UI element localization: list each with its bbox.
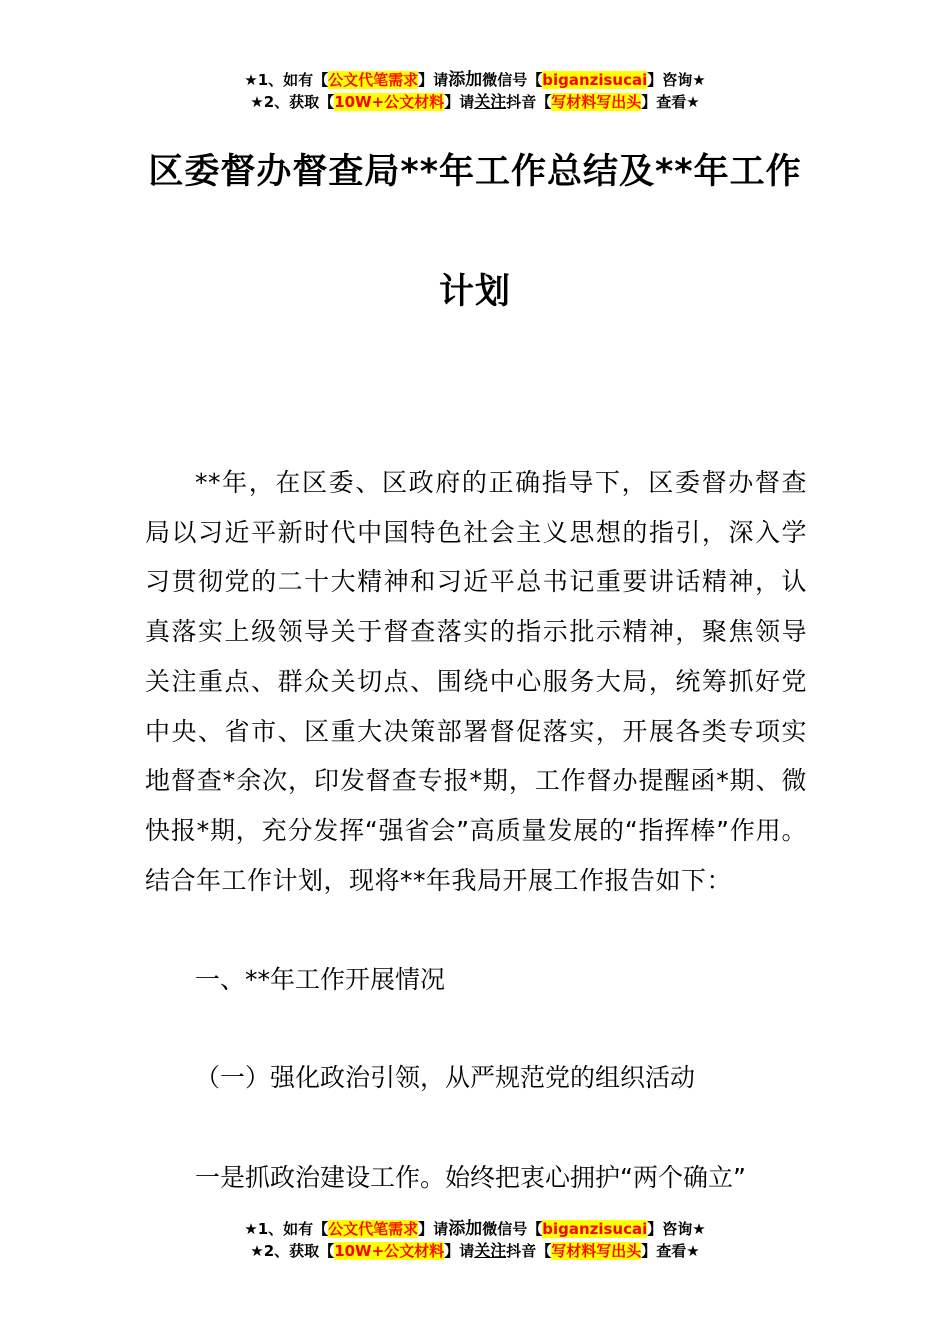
notice-text: 】请: [444, 93, 475, 111]
notice-text: 】咨询★: [647, 1220, 706, 1238]
notice-highlight-materials: 10W+公文材料: [334, 93, 445, 111]
notice-emphasis: 关注: [474, 1241, 507, 1260]
notice-text: 】请: [418, 1220, 449, 1238]
notice-line-1: [0, 69, 950, 91]
notice-line-1: [0, 1218, 950, 1240]
notice-text: 抖音【: [506, 1242, 552, 1260]
notice-text: 微信号【: [482, 1220, 543, 1238]
notice-text: ★2、获取【: [250, 93, 335, 111]
notice-highlight-service: 公文代笔需求: [328, 1220, 419, 1238]
notice-text: 】查看★: [641, 93, 700, 111]
notice-highlight-douyin-id: 写材料写出头: [551, 1242, 642, 1260]
notice-text: ★2、获取【: [250, 1242, 335, 1260]
notice-emphasis: 添加: [448, 70, 483, 90]
notice-line-2: [0, 91, 950, 113]
notice-line-2: [0, 1240, 950, 1262]
notice-highlight-wechat-id: biganzisucai: [542, 71, 648, 89]
notice-highlight-wechat-id: biganzisucai: [542, 1220, 648, 1238]
notice-highlight-materials: 10W+公文材料: [334, 1242, 445, 1260]
notice-emphasis: 关注: [474, 92, 507, 111]
section-heading: 一、**年工作开展情况: [195, 965, 446, 994]
notice-text: ★1、如有【: [244, 1220, 329, 1238]
notice-text: 抖音【: [506, 93, 552, 111]
notice-text: 微信号【: [482, 71, 543, 89]
notice-text: ★1、如有【: [244, 71, 329, 89]
notice-text: 】咨询★: [647, 71, 706, 89]
intro-paragraph: **年，在区委、区政府的正确指导下，区委督办督查局以习近平新时代中国特色社会主义思想的指引，深入学习贯彻党的二十大精神和习近平总书记重要讲话精神，认真落实上级领导关于督查落实的指示批示精神，聚焦领导关注重点、群众关切点、围绕中心服务大局，统筹抓好党中央、省市、区重大决策部署督促落实，开展各类专项实地督查*余次，印发督查专报*期，工作督办提醒函*期、微快报*期，充分发挥“强省会”高质量发展的“指挥棒”作用。结合年工作计划，现将**年我局开展工作报告如下：: [145, 468, 807, 895]
notice-text: 】查看★: [641, 1242, 700, 1260]
notice-text: 】请: [418, 71, 449, 89]
document-title: 区委督办督查局**年工作总结及**年工作: [148, 152, 802, 192]
subsection-heading: （一）强化政治引领，从严规范党的组织活动: [195, 1063, 696, 1092]
notice-highlight-douyin-id: 写材料写出头: [551, 93, 642, 111]
document-title-continued: 计划: [438, 272, 511, 312]
footer-notice: [0, 1218, 950, 1262]
body-paragraph: 一是抓政治建设工作。始终把衷心拥护“两个确立”: [195, 1163, 746, 1192]
notice-emphasis: 添加: [448, 1219, 483, 1239]
notice-highlight-service: 公文代笔需求: [328, 71, 419, 89]
notice-text: 】请: [444, 1242, 475, 1260]
header-notice: [0, 69, 950, 113]
